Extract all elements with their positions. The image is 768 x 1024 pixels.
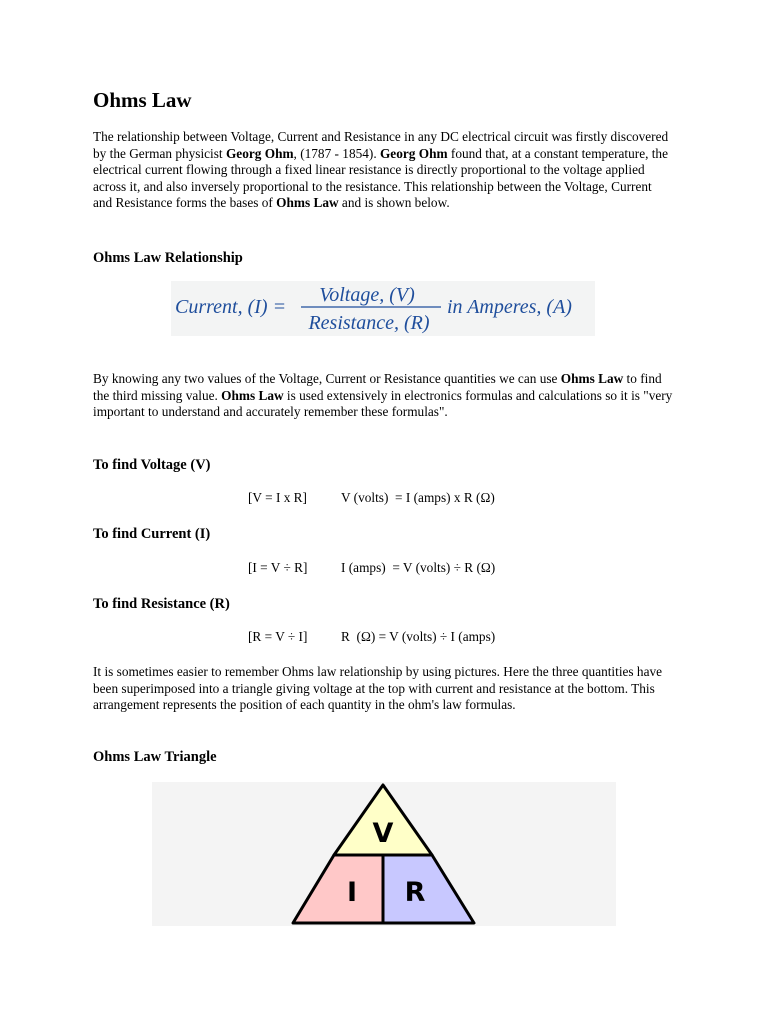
resistance-formula-long: R (Ω) = V (volts) ÷ I (amps) [341, 629, 496, 644]
intro-bold-ohms-law: Ohms Law [276, 195, 339, 211]
triangle-label-r: R [404, 877, 426, 908]
resistance-heading: To find Resistance (R) [93, 596, 230, 612]
usage-bold-ohms-law-1: Ohms Law [560, 371, 624, 386]
intro-bold-georg-ohm-1: Georg Ohm [225, 145, 294, 161]
voltage-formula-long: V (volts) = I (amps) x R (Ω) [341, 490, 495, 505]
usage-bold-ohms-law-2: Ohms Law [221, 387, 284, 403]
usage-text-1: By knowing any two values of the Voltage, Current or Resistance quantities we can use [93, 371, 561, 386]
current-formula-short: [I = V ÷ R] [248, 560, 308, 575]
formula-lhs: Current, (I) = [175, 296, 287, 318]
resistance-formula-short: [R = V ÷ I] [248, 629, 308, 644]
formula-rhs: in Amperes, (A) [447, 296, 572, 318]
formula-numerator: Voltage, (V) [319, 284, 415, 306]
usage-paragraph [93, 371, 673, 421]
intro-text-3: found that, at a constant temperature, the electrical current flowing through a fixed linear resistance is directly proportional to the voltage applied across it, and also inversely proportional to the resistance. This relationship between the Voltage, Current and Resistance forms the bases of [93, 145, 668, 211]
intro-text-2: , (1787 - 1854). [293, 145, 380, 161]
ohms-law-triangle-image [152, 782, 616, 926]
pictures-paragraph: It is sometimes easier to remember Ohms law relationship by using pictures. Here the three quantities have been superimposed into a triangle giving voltage at the top with current and resistance at the bottom. This arrangement represents the position of each quantity in the ohm's law formulas. [93, 664, 663, 713]
intro-bold-georg-ohm-2: Georg Ohm [379, 145, 448, 161]
intro-paragraph [93, 129, 673, 212]
usage-text-3: is used extensively in electronics formulas and calculations so it is "very important to understand and accurately remember these formulas". [93, 387, 673, 420]
triangle-label-v: V [372, 818, 394, 849]
page-title: Ohms Law [93, 88, 192, 112]
intro-text-1: The relationship between Voltage, Current and Resistance in any DC electrical circuit was firstly discovered by the German physicist [93, 129, 669, 161]
voltage-heading: To find Voltage (V) [93, 457, 211, 473]
voltage-formula-short: [V = I x R] [248, 490, 307, 505]
voltage-formula [248, 490, 495, 506]
current-formula [248, 560, 495, 576]
triangle-label-i: I [346, 877, 358, 908]
intro-text-4: and is shown below. [338, 195, 450, 211]
triangle-resistance-section [383, 855, 474, 923]
resistance-formula [248, 629, 495, 645]
formula-denominator: Resistance, (R) [308, 312, 430, 334]
usage-text-2: to find the third missing value. [93, 371, 662, 403]
ohms-law-formula-image [171, 281, 595, 336]
current-heading: To find Current (I) [93, 526, 211, 542]
triangle-current-section [293, 855, 383, 923]
triangle-heading: Ohms Law Triangle [93, 749, 217, 765]
relationship-heading: Ohms Law Relationship [93, 250, 243, 266]
current-formula-long: I (amps) = V (volts) ÷ R (Ω) [341, 560, 496, 575]
